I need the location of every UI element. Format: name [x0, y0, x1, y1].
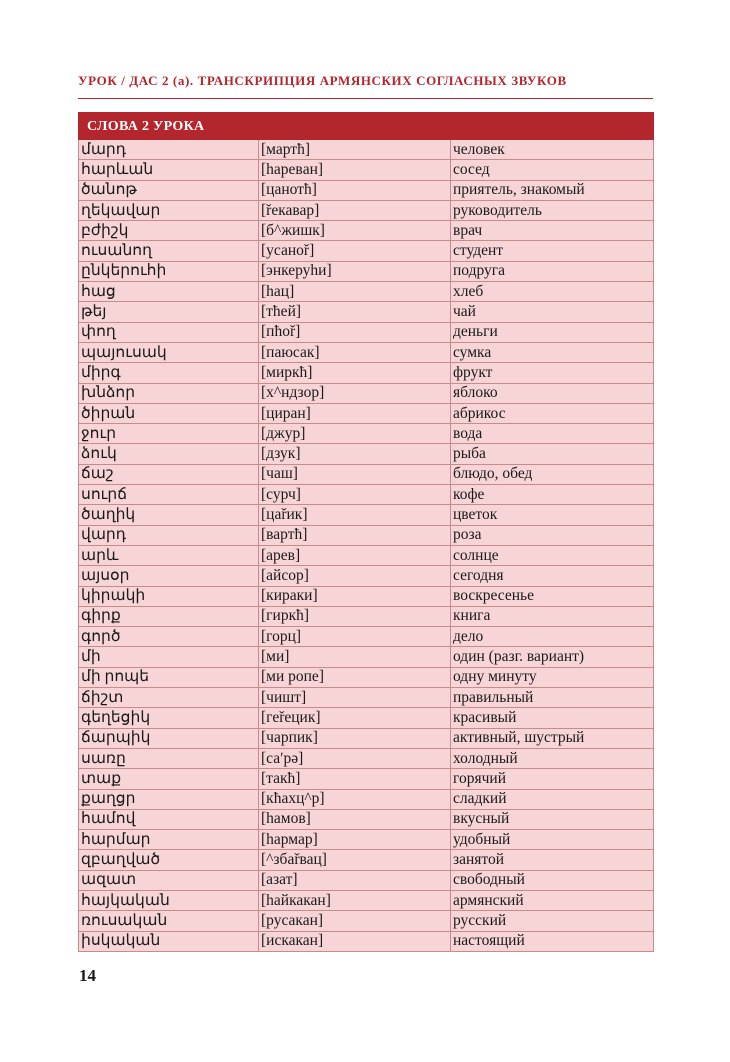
- transcription-cell: [х^ндзор]: [259, 383, 451, 403]
- table-row: [79, 647, 654, 667]
- transcription-cell: [кħахц^р]: [259, 789, 451, 809]
- table-row: [79, 424, 654, 444]
- translation-cell: дело: [451, 627, 654, 647]
- transcription-cell: [чарпик]: [259, 728, 451, 748]
- translation-cell: рыба: [451, 444, 654, 464]
- armenian-word-cell: մի րոպե: [79, 667, 259, 687]
- table-row: [79, 850, 654, 870]
- table-row: [79, 688, 654, 708]
- armenian-word-cell: մարդ: [79, 140, 259, 160]
- transcription-cell: [айсор]: [259, 566, 451, 586]
- translation-cell: настоящий: [451, 931, 654, 951]
- translation-cell: один (разг. вариант): [451, 647, 654, 667]
- vocabulary-body: [79, 140, 654, 952]
- translation-cell: человек: [451, 140, 654, 160]
- table-row: [79, 140, 654, 160]
- armenian-word-cell: ջուր: [79, 424, 259, 444]
- armenian-word-cell: գործ: [79, 627, 259, 647]
- translation-cell: сладкий: [451, 789, 654, 809]
- transcription-cell: [ми ропе]: [259, 667, 451, 687]
- transcription-cell: [ми]: [259, 647, 451, 667]
- table-row: [79, 261, 654, 281]
- translation-cell: русский: [451, 911, 654, 931]
- table-row: [79, 667, 654, 687]
- table-row: [79, 200, 654, 220]
- translation-cell: руководитель: [451, 200, 654, 220]
- table-row: [79, 870, 654, 890]
- table-row: [79, 728, 654, 748]
- translation-cell: книга: [451, 606, 654, 626]
- translation-cell: холодный: [451, 748, 654, 768]
- table-row: [79, 627, 654, 647]
- translation-cell: студент: [451, 241, 654, 261]
- armenian-word-cell: ձուկ: [79, 444, 259, 464]
- armenian-word-cell: համով: [79, 809, 259, 829]
- armenian-word-cell: մի: [79, 647, 259, 667]
- armenian-word-cell: ռուսական: [79, 911, 259, 931]
- transcription-cell: [тħей]: [259, 302, 451, 322]
- table-row: [79, 322, 654, 342]
- translation-cell: занятой: [451, 850, 654, 870]
- transcription-cell: [паюсак]: [259, 342, 451, 362]
- armenian-word-cell: ծիրան: [79, 403, 259, 423]
- armenian-word-cell: հարմար: [79, 830, 259, 850]
- translation-cell: правильный: [451, 688, 654, 708]
- table-title: СЛОВА 2 УРОКА: [79, 113, 654, 140]
- transcription-cell: [русакан]: [259, 911, 451, 931]
- armenian-word-cell: արև: [79, 545, 259, 565]
- translation-cell: армянский: [451, 890, 654, 910]
- armenian-word-cell: փող: [79, 322, 259, 342]
- table-row: [79, 769, 654, 789]
- translation-cell: удобный: [451, 830, 654, 850]
- translation-cell: вкусный: [451, 809, 654, 829]
- translation-cell: приятель, знакомый: [451, 180, 654, 200]
- table-row: [79, 789, 654, 809]
- transcription-cell: [hармар]: [259, 830, 451, 850]
- transcription-cell: [гиркħ]: [259, 606, 451, 626]
- transcription-cell: [дзук]: [259, 444, 451, 464]
- translation-cell: одну минуту: [451, 667, 654, 687]
- translation-cell: кофе: [451, 485, 654, 505]
- armenian-word-cell: թեյ: [79, 302, 259, 322]
- translation-cell: воскресенье: [451, 586, 654, 606]
- armenian-word-cell: ազատ: [79, 870, 259, 890]
- armenian-word-cell: քաղցր: [79, 789, 259, 809]
- armenian-word-cell: զբաղված: [79, 850, 259, 870]
- transcription-cell: [чишт]: [259, 688, 451, 708]
- table-row: [79, 221, 654, 241]
- table-row: [79, 748, 654, 768]
- translation-cell: подруга: [451, 261, 654, 281]
- table-row: [79, 606, 654, 626]
- transcription-cell: [цаřик]: [259, 505, 451, 525]
- armenian-word-cell: կիրակի: [79, 586, 259, 606]
- transcription-cell: [джур]: [259, 424, 451, 444]
- translation-cell: сумка: [451, 342, 654, 362]
- armenian-word-cell: գիրք: [79, 606, 259, 626]
- armenian-word-cell: ընկերուհի: [79, 261, 259, 281]
- armenian-word-cell: ծանոթ: [79, 180, 259, 200]
- armenian-word-cell: իսկական: [79, 931, 259, 951]
- armenian-word-cell: ճարպիկ: [79, 728, 259, 748]
- transcription-cell: [кираки]: [259, 586, 451, 606]
- table-row: [79, 890, 654, 910]
- transcription-cell: [б^жишк]: [259, 221, 451, 241]
- table-row: [79, 180, 654, 200]
- table-row: [79, 485, 654, 505]
- transcription-cell: [арев]: [259, 545, 451, 565]
- table-row: [79, 830, 654, 850]
- transcription-cell: [циран]: [259, 403, 451, 423]
- table-title-row: [79, 113, 654, 140]
- transcription-cell: [řекавар]: [259, 200, 451, 220]
- table-row: [79, 911, 654, 931]
- table-row: [79, 586, 654, 606]
- translation-cell: активный, шустрый: [451, 728, 654, 748]
- translation-cell: фрукт: [451, 363, 654, 383]
- translation-cell: свободный: [451, 870, 654, 890]
- header-divider: [78, 98, 653, 99]
- translation-cell: цветок: [451, 505, 654, 525]
- table-row: [79, 363, 654, 383]
- armenian-word-cell: միրգ: [79, 363, 259, 383]
- armenian-word-cell: սառը: [79, 748, 259, 768]
- armenian-word-cell: ղեկավար: [79, 200, 259, 220]
- translation-cell: роза: [451, 525, 654, 545]
- transcription-cell: [усаноř]: [259, 241, 451, 261]
- armenian-word-cell: ծաղիկ: [79, 505, 259, 525]
- transcription-cell: [цанотħ]: [259, 180, 451, 200]
- armenian-word-cell: խնձոր: [79, 383, 259, 403]
- armenian-word-cell: ուսանող: [79, 241, 259, 261]
- transcription-cell: [азат]: [259, 870, 451, 890]
- armenian-word-cell: պայուսակ: [79, 342, 259, 362]
- translation-cell: сосед: [451, 160, 654, 180]
- armenian-word-cell: բժիշկ: [79, 221, 259, 241]
- translation-cell: врач: [451, 221, 654, 241]
- armenian-word-cell: գեղեցիկ: [79, 708, 259, 728]
- table-row: [79, 505, 654, 525]
- translation-cell: солнце: [451, 545, 654, 565]
- translation-cell: чай: [451, 302, 654, 322]
- armenian-word-cell: հաց: [79, 282, 259, 302]
- transcription-cell: [мартħ]: [259, 140, 451, 160]
- transcription-cell: [энкеруhи]: [259, 261, 451, 281]
- transcription-cell: [искакан]: [259, 931, 451, 951]
- table-row: [79, 566, 654, 586]
- translation-cell: вода: [451, 424, 654, 444]
- transcription-cell: [пħоř]: [259, 322, 451, 342]
- translation-cell: яблоко: [451, 383, 654, 403]
- table-row: [79, 241, 654, 261]
- armenian-word-cell: ճիշտ: [79, 688, 259, 708]
- table-row: [79, 444, 654, 464]
- armenian-word-cell: հարևան: [79, 160, 259, 180]
- table-row: [79, 383, 654, 403]
- table-row: [79, 809, 654, 829]
- translation-cell: красивый: [451, 708, 654, 728]
- table-row: [79, 160, 654, 180]
- table-row: [79, 403, 654, 423]
- table-row: [79, 525, 654, 545]
- armenian-word-cell: սուրճ: [79, 485, 259, 505]
- table-row: [79, 464, 654, 484]
- armenian-word-cell: այսօր: [79, 566, 259, 586]
- transcription-cell: [вартħ]: [259, 525, 451, 545]
- transcription-cell: [hаревaн]: [259, 160, 451, 180]
- table-row: [79, 931, 654, 951]
- table-row: [79, 708, 654, 728]
- armenian-word-cell: հայկական: [79, 890, 259, 910]
- transcription-cell: [миркħ]: [259, 363, 451, 383]
- translation-cell: сегодня: [451, 566, 654, 586]
- table-row: [79, 342, 654, 362]
- table-row: [79, 545, 654, 565]
- page-header-title: УРОК / ДАС 2 (а). ТРАНСКРИПЦИЯ АРМЯНСКИХ СОГЛАСНЫХ ЗВУКОВ: [78, 73, 567, 88]
- transcription-cell: [^збаřвац]: [259, 850, 451, 870]
- transcription-cell: [hайкакан]: [259, 890, 451, 910]
- transcription-cell: [сурч]: [259, 485, 451, 505]
- translation-cell: хлеб: [451, 282, 654, 302]
- armenian-word-cell: վարդ: [79, 525, 259, 545]
- table-row: [79, 282, 654, 302]
- transcription-cell: [чаш]: [259, 464, 451, 484]
- table-row: [79, 302, 654, 322]
- translation-cell: абрикос: [451, 403, 654, 423]
- translation-cell: горячий: [451, 769, 654, 789]
- transcription-cell: [такħ]: [259, 769, 451, 789]
- transcription-cell: [геřецик]: [259, 708, 451, 728]
- translation-cell: блюдо, обед: [451, 464, 654, 484]
- translation-cell: деньги: [451, 322, 654, 342]
- transcription-cell: [горц]: [259, 627, 451, 647]
- armenian-word-cell: ճաշ: [79, 464, 259, 484]
- transcription-cell: [саʹрə]: [259, 748, 451, 768]
- page-number: 14: [79, 966, 96, 985]
- transcription-cell: [hамов]: [259, 809, 451, 829]
- transcription-cell: [hац]: [259, 282, 451, 302]
- vocabulary-table: [78, 112, 654, 952]
- armenian-word-cell: տաք: [79, 769, 259, 789]
